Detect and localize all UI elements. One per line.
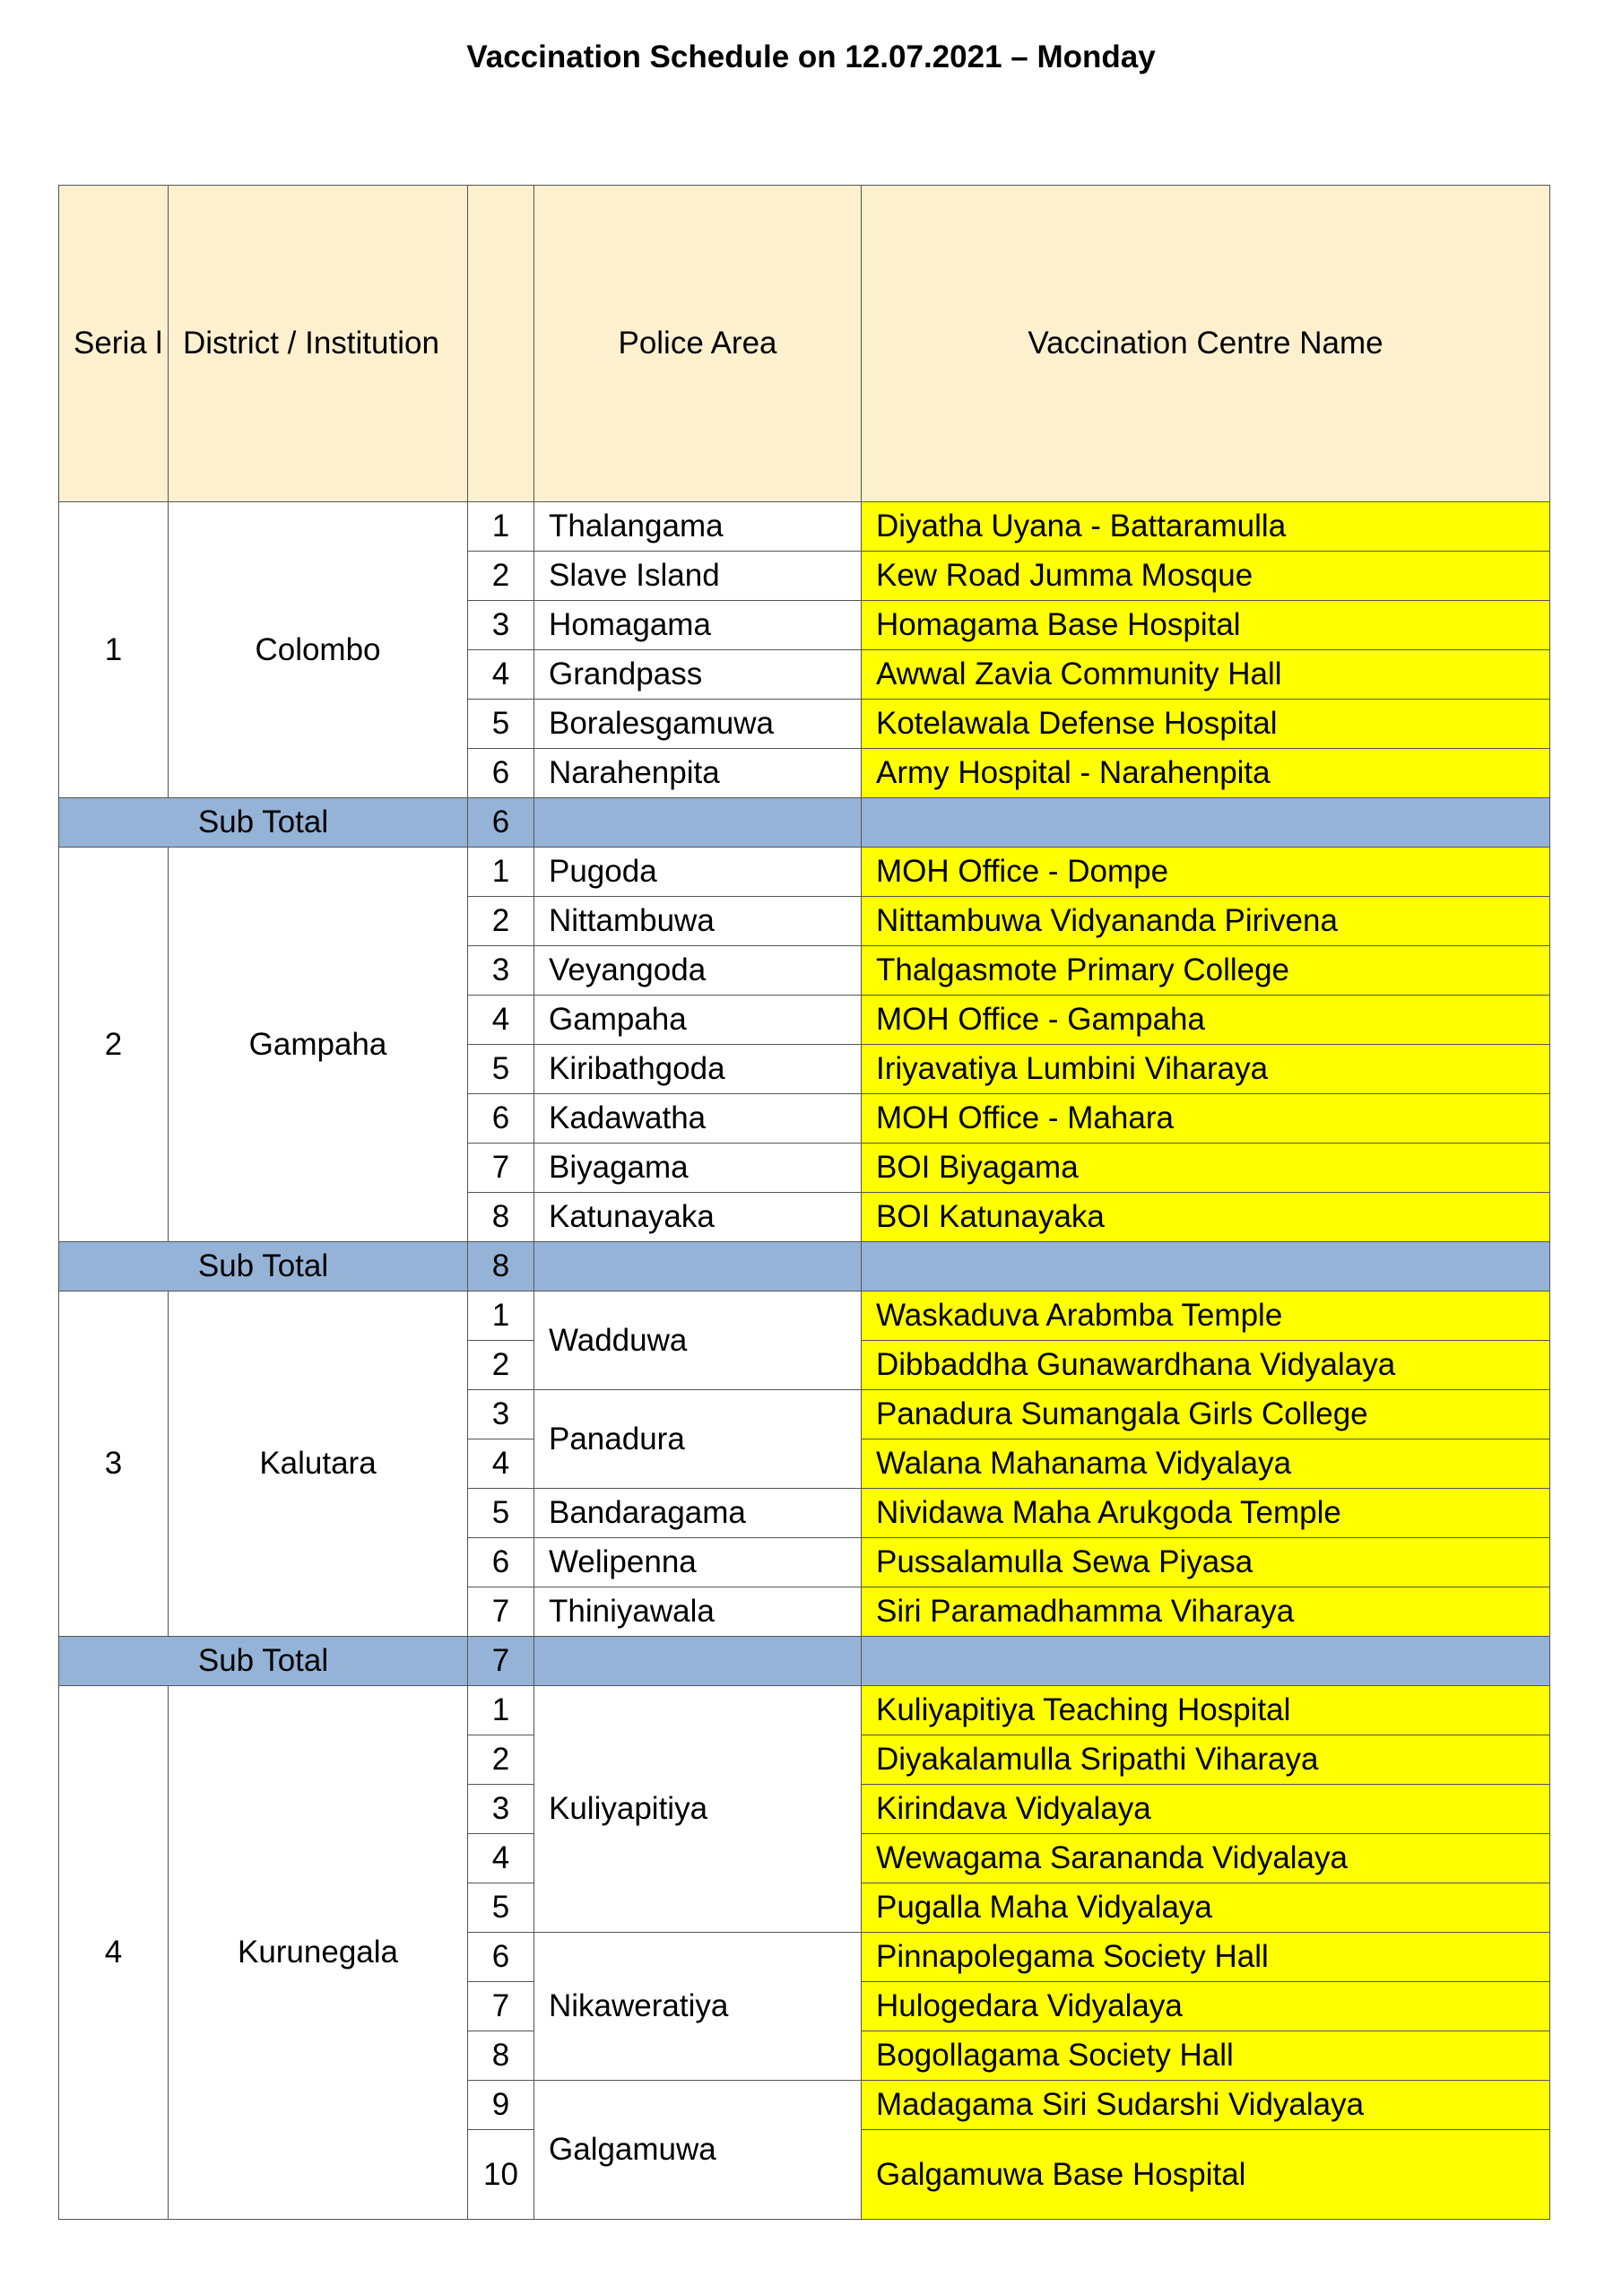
row-number: 4 <box>468 1834 534 1883</box>
page-title: Vaccination Schedule on 12.07.2021 – Monday <box>466 39 1156 74</box>
police-area: Galgamuwa <box>534 2081 862 2220</box>
header-row <box>59 186 1550 502</box>
police-area: Thiniyawala <box>534 1587 862 1637</box>
vaccination-centre: BOI Katunayaka <box>862 1193 1550 1242</box>
row-number: 1 <box>468 502 534 552</box>
vaccination-centre: BOI Biyagama <box>862 1144 1550 1193</box>
vaccination-centre: Bogollagama Society Hall <box>862 2031 1550 2081</box>
vaccination-centre: Dibbaddha Gunawardhana Vidyalaya <box>862 1341 1550 1390</box>
row-number: 6 <box>468 1933 534 1982</box>
table-row <box>59 1292 1550 1341</box>
police-area: Welipenna <box>534 1538 862 1587</box>
police-area: Nittambuwa <box>534 897 862 946</box>
row-number: 6 <box>468 1094 534 1144</box>
police-area: Bandaragama <box>534 1489 862 1538</box>
police-area: Veyangoda <box>534 946 862 996</box>
vaccination-centre: Madagama Siri Sudarshi Vidyalaya <box>862 2081 1550 2130</box>
police-area: Panadura <box>534 1390 862 1489</box>
police-area: Biyagama <box>534 1144 862 1193</box>
police-area: Kadawatha <box>534 1094 862 1144</box>
vaccination-centre: MOH Office - Dompe <box>862 848 1550 897</box>
vaccination-centre: Walana Mahanama Vidyalaya <box>862 1439 1550 1489</box>
subtotal-row <box>59 1637 1550 1686</box>
row-number: 6 <box>468 749 534 798</box>
vaccination-centre: Nittambuwa Vidyananda Pirivena <box>862 897 1550 946</box>
police-area: Narahenpita <box>534 749 862 798</box>
police-area: Kuliyapitiya <box>534 1686 862 1933</box>
row-number: 3 <box>468 1390 534 1439</box>
row-number: 3 <box>468 601 534 650</box>
vaccination-centre: Diyatha Uyana - Battaramulla <box>862 502 1550 552</box>
vaccination-centre: Galgamuwa Base Hospital <box>862 2130 1550 2220</box>
police-area: Nikaweratiya <box>534 1933 862 2081</box>
subtotal-value: 8 <box>468 1242 534 1292</box>
district-serial: 4 <box>59 1686 169 2220</box>
vaccination-centre: Nividawa Maha Arukgoda Temple <box>862 1489 1550 1538</box>
district-name: Colombo <box>169 502 468 798</box>
vaccination-centre: Kew Road Jumma Mosque <box>862 552 1550 601</box>
police-area: Wadduwa <box>534 1292 862 1390</box>
police-area: Pugoda <box>534 848 862 897</box>
district-name: Kurunegala <box>169 1686 468 2220</box>
vaccination-centre: Homagama Base Hospital <box>862 601 1550 650</box>
vaccination-centre: Wewagama Sarananda Vidyalaya <box>862 1834 1550 1883</box>
vaccination-centre: Siri Paramadhamma Viharaya <box>862 1587 1550 1637</box>
vaccination-centre: Kirindava Vidyalaya <box>862 1785 1550 1834</box>
row-number: 1 <box>468 848 534 897</box>
row-number: 5 <box>468 1489 534 1538</box>
row-number: 5 <box>468 1045 534 1094</box>
vaccination-centre: MOH Office - Gampaha <box>862 996 1550 1045</box>
vaccination-centre: Kuliyapitiya Teaching Hospital <box>862 1686 1550 1735</box>
row-number: 3 <box>468 1785 534 1834</box>
district-serial: 1 <box>59 502 169 798</box>
vaccination-centre: Kotelawala Defense Hospital <box>862 700 1550 749</box>
vaccination-centre: Awwal Zavia Community Hall <box>862 650 1550 700</box>
subtotal-label: Sub Total <box>59 1637 468 1686</box>
row-number: 5 <box>468 700 534 749</box>
row-number: 2 <box>468 1735 534 1785</box>
police-area: Slave Island <box>534 552 862 601</box>
row-number: 4 <box>468 650 534 700</box>
vaccination-centre: Iriyavatiya Lumbini Viharaya <box>862 1045 1550 1094</box>
subtotal-value: 6 <box>468 798 534 848</box>
row-number: 4 <box>468 1439 534 1489</box>
header-serial: Seria l <box>59 186 169 502</box>
row-number: 4 <box>468 996 534 1045</box>
row-number: 2 <box>468 1341 534 1390</box>
vaccination-centre: Waskaduva Arabmba Temple <box>862 1292 1550 1341</box>
district-name: Gampaha <box>169 848 468 1242</box>
header-number <box>468 186 534 502</box>
police-area: Kiribathgoda <box>534 1045 862 1094</box>
police-area: Katunayaka <box>534 1193 862 1242</box>
district-serial: 2 <box>59 848 169 1242</box>
vaccination-centre: Pinnapolegama Society Hall <box>862 1933 1550 1982</box>
schedule-table <box>58 185 1550 2220</box>
vaccination-centre: Pugalla Maha Vidyalaya <box>862 1883 1550 1933</box>
police-area: Grandpass <box>534 650 862 700</box>
vaccination-centre: Panadura Sumangala Girls College <box>862 1390 1550 1439</box>
row-number: 8 <box>468 1193 534 1242</box>
row-number: 5 <box>468 1883 534 1933</box>
subtotal-label: Sub Total <box>59 1242 468 1292</box>
row-number: 8 <box>468 2031 534 2081</box>
row-number: 7 <box>468 1587 534 1637</box>
row-number: 2 <box>468 552 534 601</box>
police-area: Gampaha <box>534 996 862 1045</box>
subtotal-value: 7 <box>468 1637 534 1686</box>
vaccination-centre: Thalgasmote Primary College <box>862 946 1550 996</box>
district-name: Kalutara <box>169 1292 468 1637</box>
police-area: Homagama <box>534 601 862 650</box>
district-serial: 3 <box>59 1292 169 1637</box>
vaccination-centre: Pussalamulla Sewa Piyasa <box>862 1538 1550 1587</box>
header-centre: Vaccination Centre Name <box>862 186 1550 502</box>
table-row <box>59 502 1550 552</box>
row-number: 7 <box>468 1982 534 2031</box>
row-number: 1 <box>468 1292 534 1341</box>
row-number: 1 <box>468 1686 534 1735</box>
police-area: Thalangama <box>534 502 862 552</box>
header-police-area: Police Area <box>534 186 862 502</box>
row-number: 9 <box>468 2081 534 2130</box>
vaccination-centre: MOH Office - Mahara <box>862 1094 1550 1144</box>
row-number: 3 <box>468 946 534 996</box>
row-number: 2 <box>468 897 534 946</box>
table-row <box>59 1686 1550 1735</box>
subtotal-label: Sub Total <box>59 798 468 848</box>
row-number: 6 <box>468 1538 534 1587</box>
subtotal-row <box>59 798 1550 848</box>
row-number: 10 <box>468 2130 534 2220</box>
table-row <box>59 848 1550 897</box>
row-number: 7 <box>468 1144 534 1193</box>
header-district: District / Institution <box>169 186 468 502</box>
vaccination-centre: Hulogedara Vidyalaya <box>862 1982 1550 2031</box>
vaccination-centre: Army Hospital - Narahenpita <box>862 749 1550 798</box>
police-area: Boralesgamuwa <box>534 700 862 749</box>
subtotal-row <box>59 1242 1550 1292</box>
vaccination-centre: Diyakalamulla Sripathi Viharaya <box>862 1735 1550 1785</box>
